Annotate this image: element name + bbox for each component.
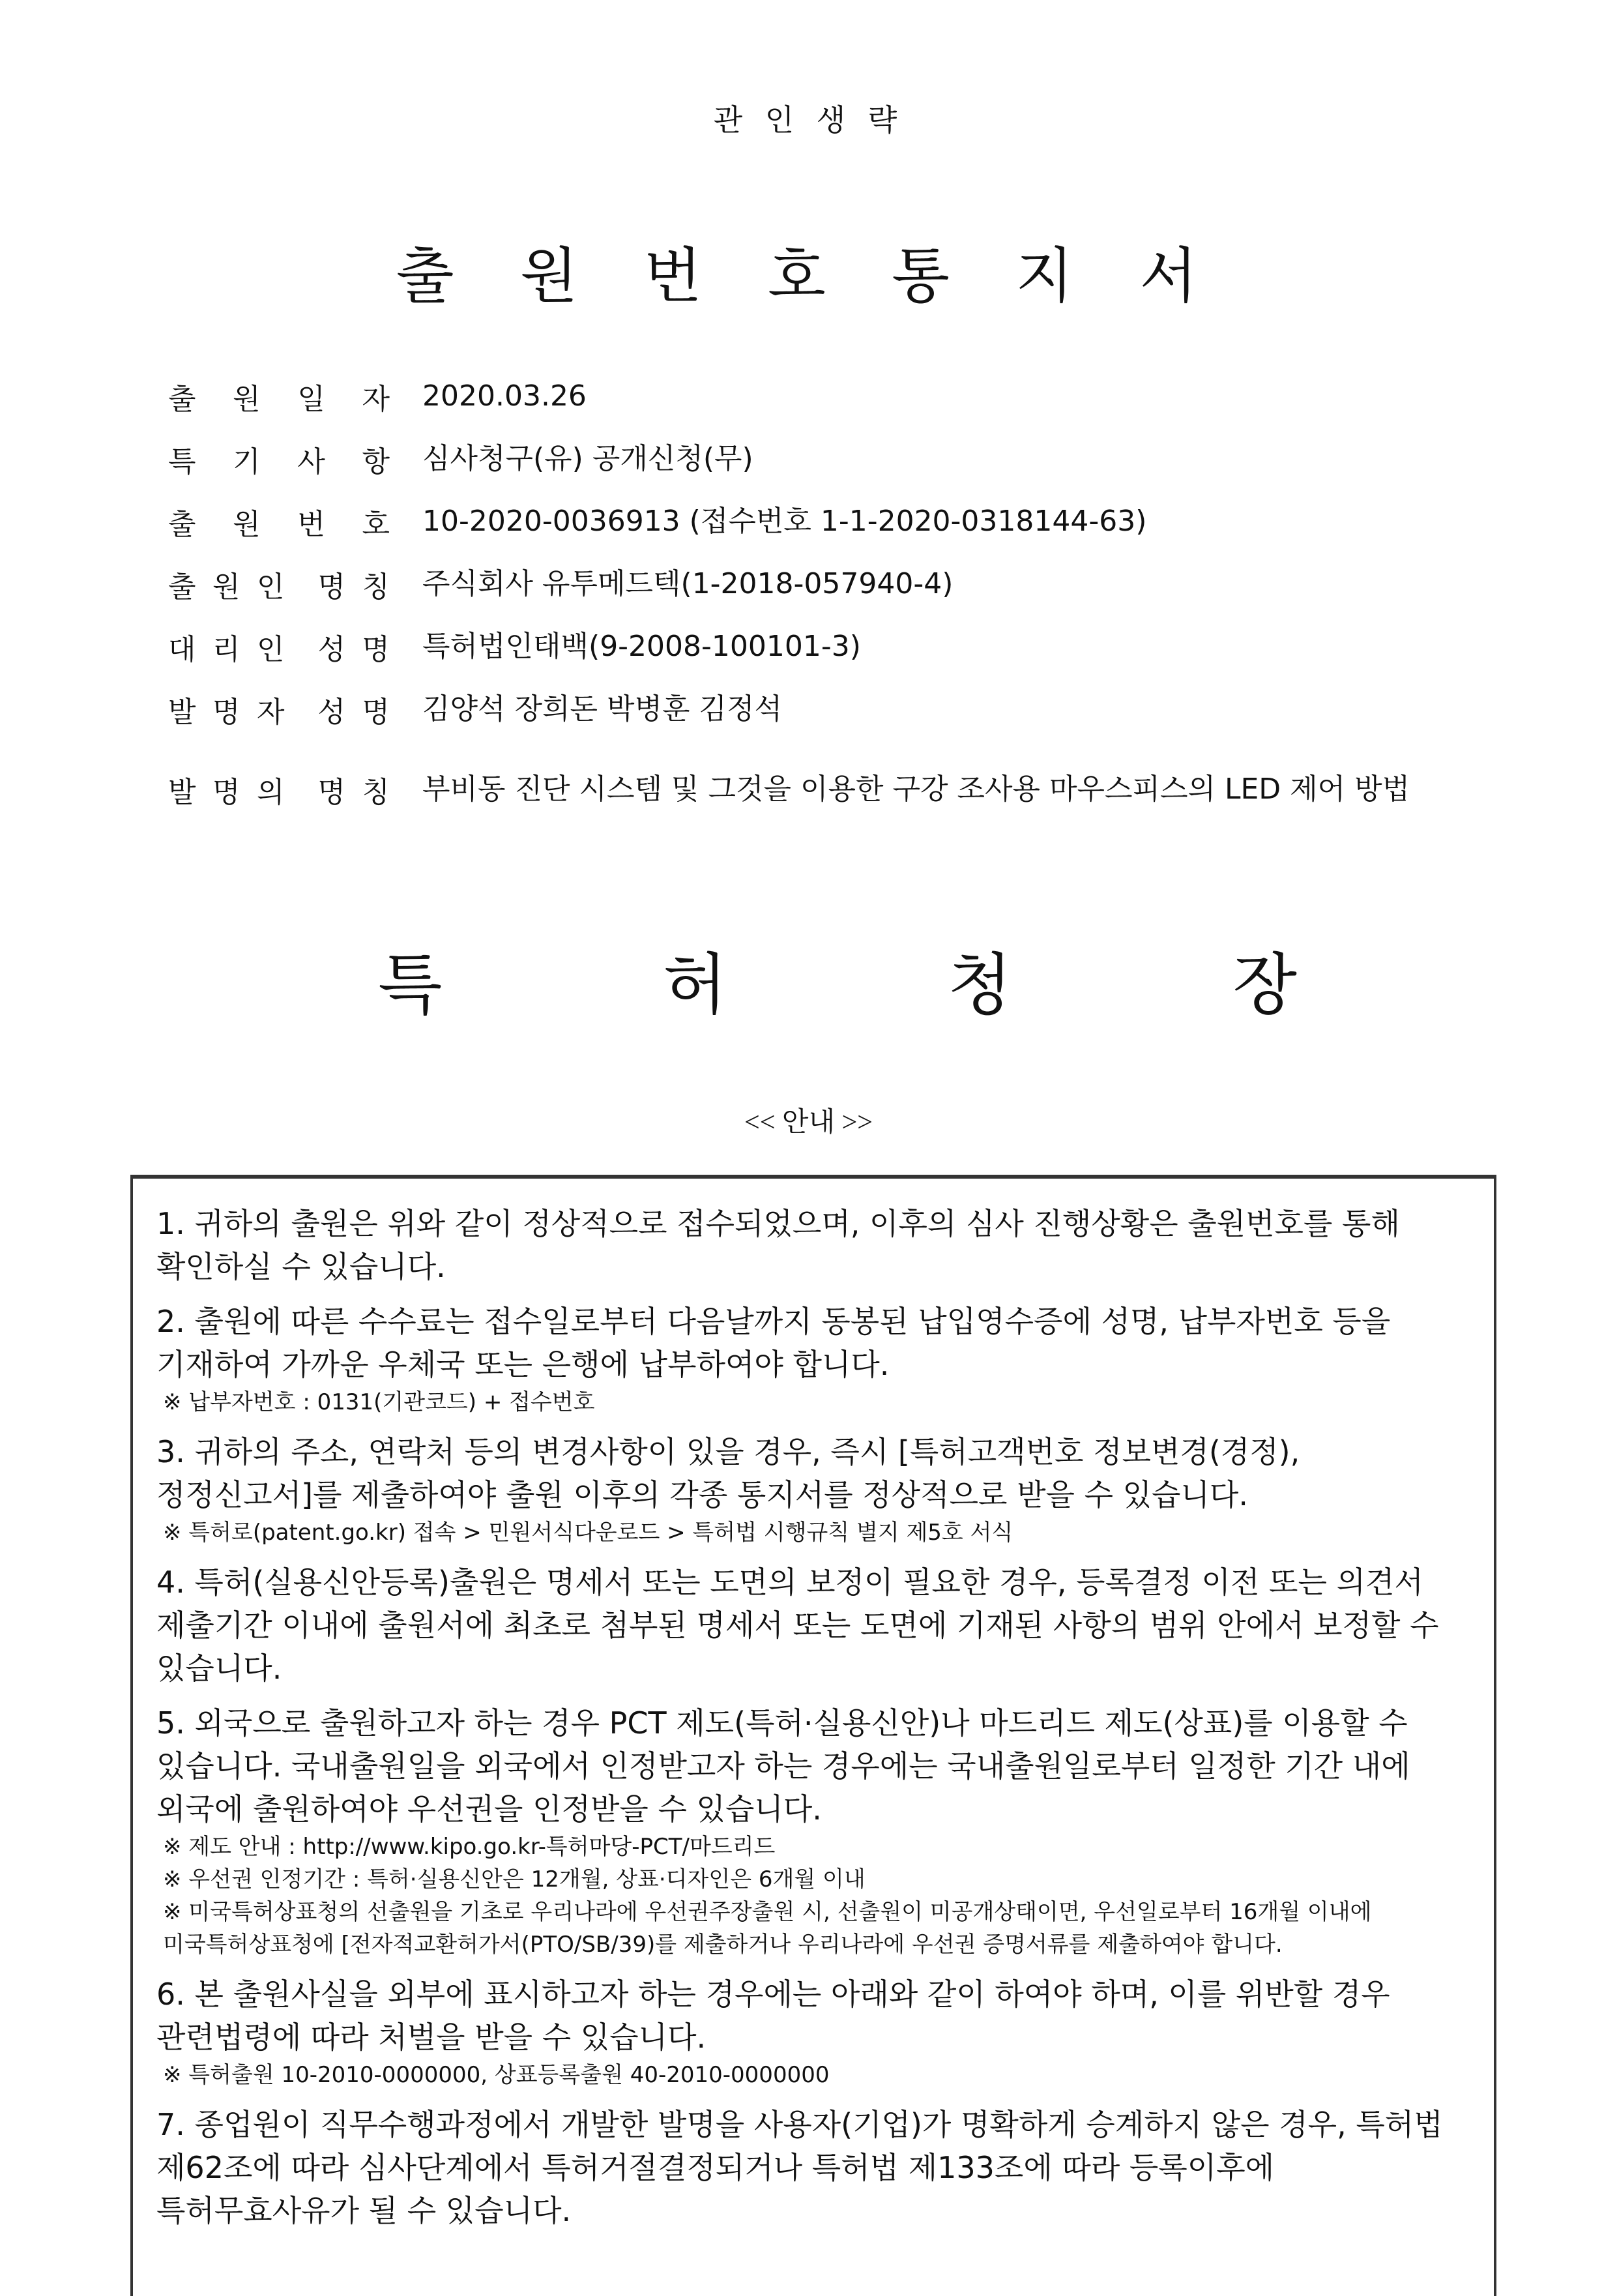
field-value: 김양석 장희돈 박병훈 김정석 (422, 692, 783, 726)
field-value: 10-2020-0036913 (접수번호 1-1-2020-0318144-63) (422, 505, 1147, 538)
field-label-char: 출 (168, 570, 196, 604)
notice-text: 2. 출원에 따른 수수료는 접수일로부터 다음날까지 동봉된 납입영수증에 성명, 납부자번호 등을 기재하여 가까운 우체국 또는 은행에 납부하여야 합니다. (156, 1304, 1391, 1382)
field-label-char: 자 (257, 696, 285, 729)
field-label-char: 인 (257, 633, 285, 666)
notice-item (156, 1202, 1460, 1288)
notice-item (156, 1561, 1460, 1690)
field-label-char: 명 (317, 570, 345, 604)
field-label-char: 자 (362, 383, 390, 416)
field-value: 2020.03.26 (422, 379, 587, 413)
field-row (168, 553, 1498, 615)
field-label-char: 대 (168, 633, 196, 666)
office-char: 허 (663, 947, 727, 1024)
field-label-char: 호 (362, 508, 390, 541)
field-label-char: 사 (297, 445, 325, 478)
field-row (168, 741, 1498, 838)
notice-note: ※ 특허출원 10-2010-0000000, 상표등록출원 40-2010-0000000 (163, 2062, 830, 2088)
office-char: 청 (948, 947, 1012, 1024)
field-label (168, 688, 390, 730)
field-value: 심사청구(유) 공개신청(무) (422, 442, 753, 475)
issuing-office (378, 932, 1297, 1027)
field-row (168, 490, 1498, 553)
notice-item (156, 1300, 1460, 1419)
field-row (168, 365, 1498, 428)
field-label (168, 626, 390, 668)
application-fields (168, 365, 1498, 838)
notice-item (156, 1973, 1460, 2091)
office-char: 특 (378, 947, 443, 1024)
notice-note: ※ 특허로(patent.go.kr) 접속 > 민원서식다운로드 > 특허법 시행규칙 별지 제5호 서식 (163, 1520, 1013, 1546)
field-row (168, 428, 1498, 490)
field-label-char: 발 (168, 696, 196, 729)
field-label-char: 출 (168, 383, 196, 416)
notice-item (156, 1701, 1460, 1961)
field-label-char: 명 (362, 696, 390, 729)
field-row (168, 615, 1498, 678)
field-label-char: 인 (257, 570, 285, 604)
field-label-char: 번 (297, 508, 325, 541)
field-label-char: 원 (233, 508, 261, 541)
notice-text: 3. 귀하의 주소, 연락처 등의 변경사항이 있을 경우, 즉시 [특허고객번호 정보변경(경정), 정정신고서]를 제출하여야 출원 이후의 각종 통지서를 정상적으로 받을 수 있습니다. (156, 1434, 1300, 1512)
notice-item (156, 2103, 1460, 2232)
field-label-char: 의 (257, 776, 285, 809)
notice-note: ※ 제도 안내 : http://www.kipo.go.kr-특허마당-PCT/마드리드 (163, 1834, 776, 1860)
field-row (168, 678, 1498, 741)
field-label (168, 563, 390, 605)
field-value: 부비동 진단 시스템 및 그것을 이용한 구강 조사용 마우스피스의 LED 제어 방법 (422, 773, 1410, 806)
notice-list (156, 1202, 1460, 2244)
field-label-char: 일 (297, 383, 325, 416)
notice-text: 6. 본 출원사실을 외부에 표시하고자 하는 경우에는 아래와 같이 하여야 하며, 이를 위반할 경우 관련법령에 따라 처벌을 받을 수 있습니다. (156, 1977, 1390, 2055)
notice-text: 1. 귀하의 출원은 위와 같이 정상적으로 접수되었으며, 이후의 심사 진행상황은 출원번호를 통해 확인하실 수 있습니다. (156, 1206, 1400, 1284)
field-label-char: 원 (233, 383, 261, 416)
field-label-char: 명 (212, 696, 240, 729)
field-label-char: 칭 (362, 776, 390, 809)
field-label-char: 명 (317, 776, 345, 809)
field-label-char: 원 (212, 570, 240, 604)
document-title: 출 원 번 호 통 지 서 (396, 241, 1221, 311)
notice-text: 4. 특허(실용신안등록)출원은 명세서 또는 도면의 보정이 필요한 경우, 등록결정 이전 또는 의견서 제출기간 이내에 출원서에 최초로 첨부된 명세서 또는 도면에 기재된 사항의 범위 안에서 보정할 수 있습니다. (156, 1565, 1439, 1686)
field-label-char: 특 (168, 445, 196, 478)
field-label (168, 438, 390, 480)
field-label (168, 769, 390, 810)
guide-heading: << 안내 >> (744, 1108, 873, 1138)
notice-note: ※ 미국특허상표청의 선출원을 기초로 우리나라에 우선권주장출원 시, 선출원이 미공개상태이면, 우선일로부터 16개월 이내에 미국특허상표청에 [전자적교환허가서(PTO/SB/39)를 제출하거나 우리나라에 우선권 증명서류를 제출하여야 합니다. (163, 1899, 1372, 1958)
field-label-char: 발 (168, 776, 196, 809)
notice-item (156, 1430, 1460, 1549)
notice-text: 7. 종업원이 직무수행과정에서 개발한 발명을 사용자(기업)가 명확하게 승계하지 않은 경우, 특허법 제62조에 따라 심사단계에서 특허거절결정되거나 특허법 제133조에 따라 등록이후에 특허무효사유가 될 수 있습니다. (156, 2107, 1443, 2228)
notice-text: 5. 외국으로 출원하고자 하는 경우 PCT 제도(특허·실용신안)나 마드리드 제도(상표)를 이용할 수 있습니다. 국내출원일을 외국에서 인정받고자 하는 경우에는 국내출원일로부터 일정한 기간 내에 외국에 출원하여야 우선권을 인정받을 수 있습니다. (156, 1705, 1410, 1827)
field-label-char: 명 (362, 633, 390, 666)
field-label-char: 명 (212, 776, 240, 809)
field-label (168, 501, 390, 542)
field-label-char: 항 (362, 445, 390, 478)
field-label-char: 기 (233, 445, 261, 478)
notice-box (130, 1175, 1496, 2296)
office-char: 장 (1232, 947, 1297, 1024)
field-value: 특허법인태백(9-2008-100101-3) (422, 630, 861, 663)
official-seal-omitted-label: 관 인 생 략 (713, 102, 904, 138)
field-label (168, 375, 390, 417)
field-value: 주식회사 유투메드텍(1-2018-057940-4) (422, 567, 954, 600)
notice-note: ※ 납부자번호 : 0131(기관코드) + 접수번호 (163, 1389, 595, 1415)
notice-note: ※ 우선권 인정기간 : 특허·실용신안은 12개월, 상표·디자인은 6개월 이내 (163, 1866, 866, 1892)
field-label-char: 리 (212, 633, 240, 666)
field-label-char: 성 (317, 696, 345, 729)
field-label-char: 성 (317, 633, 345, 666)
field-label-char: 칭 (362, 570, 390, 604)
field-label-char: 출 (168, 508, 196, 541)
